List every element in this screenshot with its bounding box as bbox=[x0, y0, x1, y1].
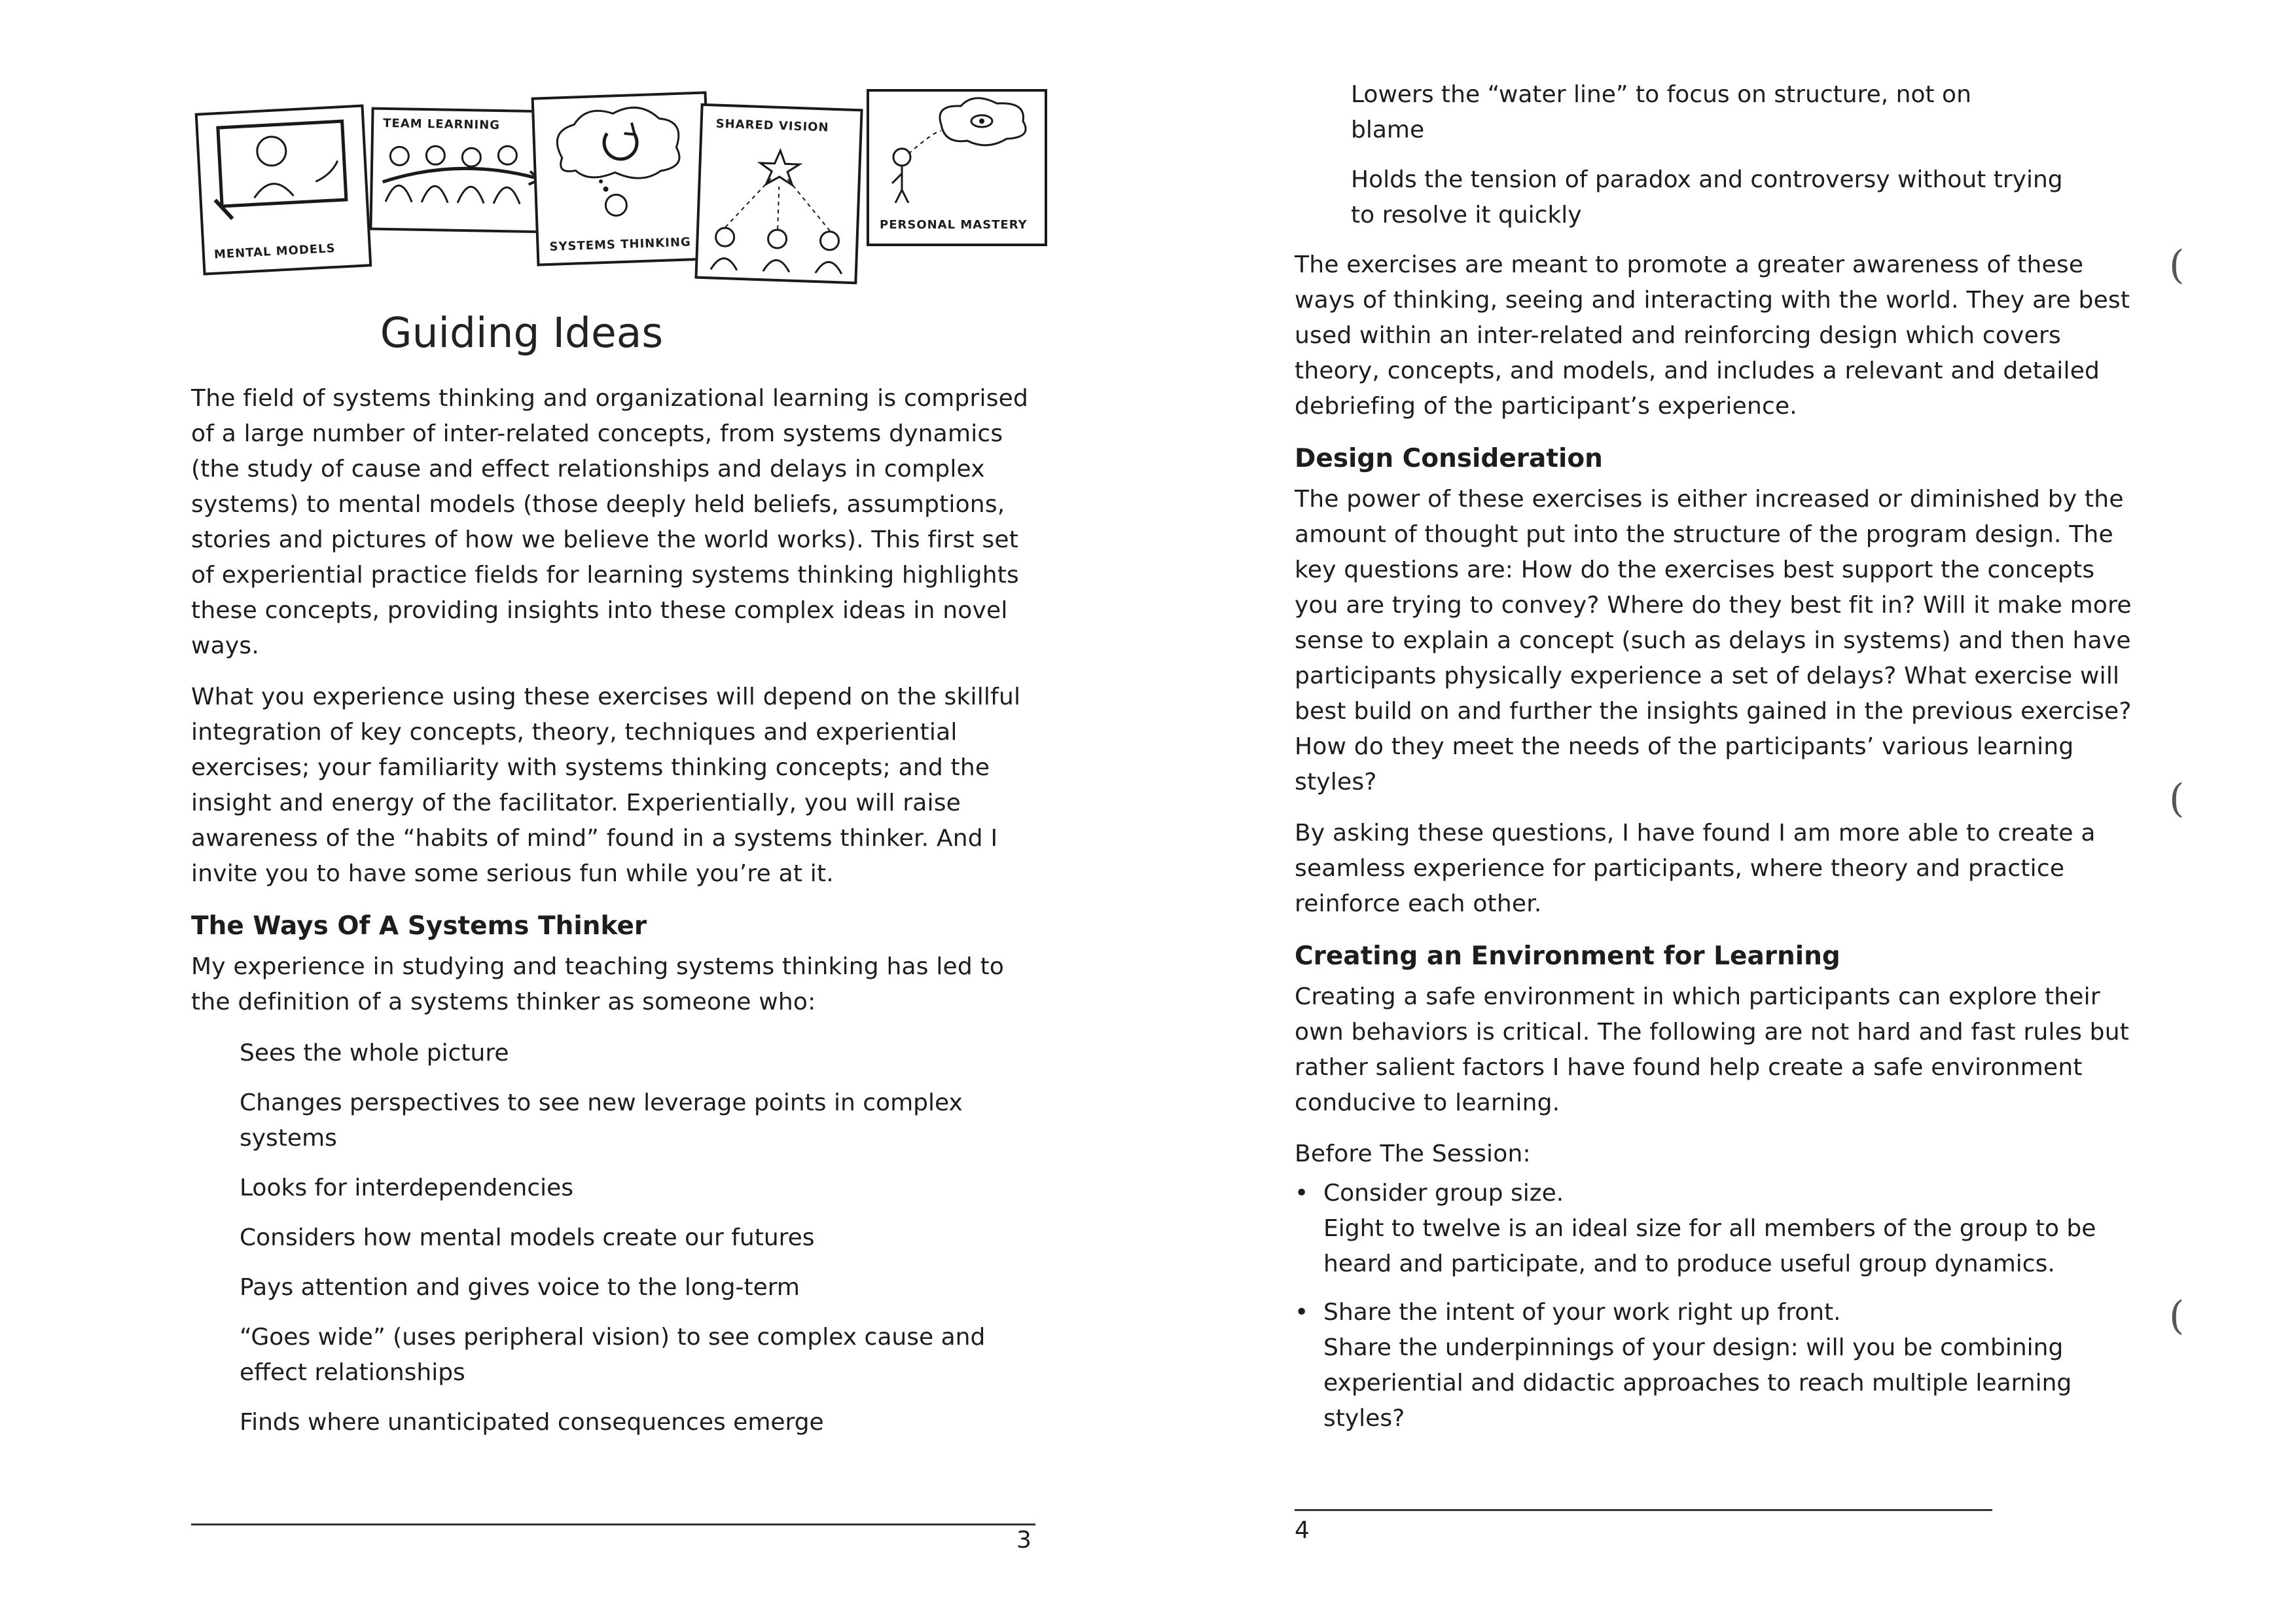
binding-mark: ( bbox=[2169, 242, 2185, 288]
systems-thinker-list bbox=[191, 1036, 1049, 1440]
section-heading-design: Design Consideration bbox=[1295, 444, 1603, 473]
mental-models-icon bbox=[198, 107, 368, 240]
panel-label-shared-vision: SHARED VISION bbox=[715, 117, 829, 135]
team-learning-icon bbox=[372, 130, 550, 231]
bullet-title: • Consider group size. bbox=[1323, 1180, 1564, 1207]
panel-shared-vision bbox=[694, 103, 863, 284]
list-item: Finds where unanticipated consequences emerge bbox=[240, 1409, 824, 1436]
before-session-bullets bbox=[1295, 1176, 2119, 1436]
systems-thinker-list-continued bbox=[1295, 77, 2063, 233]
list-item: Considers how mental models create our futures bbox=[240, 1224, 815, 1251]
section-heading-environment: Creating an Environment for Learning bbox=[1295, 941, 1840, 971]
panel-label-mental-models: MENTAL MODELS bbox=[213, 241, 336, 262]
left-column bbox=[191, 381, 1049, 1455]
exercises-paragraph: The exercises are meant to promote a greater awareness of these ways of thinking, seeing and interacting with the world. They are best used within an inter-related and reinforcing design which covers theory, concepts, and models, and includes a relevant and detailed debriefing of the participant’s experience. bbox=[1295, 251, 2130, 420]
list-item: “Goes wide” (uses peripheral vision) to see complex cause and effect relationships bbox=[240, 1324, 986, 1386]
list-item: Looks for interdependencies bbox=[240, 1175, 574, 1201]
list-item: Sees the whole picture bbox=[240, 1040, 509, 1067]
right-column bbox=[1295, 77, 2132, 1450]
list-item: Holds the tension of paradox and controversy without trying to resolve it quickly bbox=[1351, 166, 2063, 228]
experience-paragraph: What you experience using these exercises will depend on the skillful integration of key concepts, theory, techniques and experiential exercises; your familiarity with systems thinking concepts; and the insight and energy of the facilitator. Experientially, you will raise awareness of the “habits of mind” found in a systems thinker. And I invite you to have some serious fun while you’re at it. bbox=[191, 684, 1021, 887]
panel-mental-models bbox=[195, 104, 372, 275]
intro-paragraph: The field of systems thinking and organizational learning is comprised of a large number of inter-related concepts, from systems dynamics (the study of cause and effect relationships and delays in complex systems) to mental models (those deeply held beliefs, assumptions, stories and pictures of how we believe the world works). This first set of experiential practice fields for learning systems thinking highlights these concepts, providing insights into these complex ideas in novel ways. bbox=[191, 385, 1029, 659]
environment-paragraph: Creating a safe environment in which participants can explore their own behaviors is critical. The following are not hard and fast rules but rather salient factors I have found help create a safe environment conducive to learning. bbox=[1295, 983, 2130, 1116]
design-paragraph: The power of these exercises is either increased or diminished by the amount of thought put into the structure of the program design. The key questions are: How do the exercises best support the concepts you are trying to convey? Where do they best fit in? Will it make more sense to explain a concept (such as delays in systems) and then have participants physically experience a set of delays? What exercise will best build on and further the insights gained in the previous exercise? How do they meet the needs of the participants’ various learning styles? bbox=[1295, 486, 2132, 795]
bullet-title: • Share the intent of your work right up front. bbox=[1323, 1299, 1841, 1326]
systems-thinker-intro: My experience in studying and teaching systems thinking has led to the definition of a systems thinker as someone who: bbox=[191, 953, 1005, 1015]
bullet-item bbox=[1323, 1295, 2119, 1436]
bullet-body: Eight to twelve is an ideal size for all members of the group to be heard and participate, and to produce useful group dynamics. bbox=[1323, 1215, 2096, 1277]
before-session-label: Before The Session: bbox=[1295, 1140, 1531, 1167]
bullet-item bbox=[1323, 1176, 2119, 1282]
section-heading-systems-thinker: The Ways Of A Systems Thinker bbox=[191, 911, 647, 941]
page-number-left: 3 bbox=[1016, 1527, 1031, 1554]
shared-vision-icon bbox=[698, 135, 859, 278]
systems-thinking-icon bbox=[534, 94, 709, 231]
list-item: Lowers the “water line” to focus on structure, not on blame bbox=[1351, 81, 1971, 143]
panel-label-systems-thinking: SYSTEMS THINKING bbox=[549, 235, 692, 254]
footer-rule-left bbox=[191, 1523, 1035, 1525]
binding-mark: ( bbox=[2169, 776, 2185, 822]
disciplines-illustration bbox=[194, 89, 1051, 285]
panel-systems-thinking bbox=[531, 91, 713, 266]
page-title: Guiding Ideas bbox=[380, 309, 664, 357]
list-item: Changes perspectives to see new leverage points in complex systems bbox=[240, 1089, 963, 1152]
panel-personal-mastery bbox=[867, 89, 1047, 246]
footer-rule-right bbox=[1295, 1509, 1992, 1511]
panel-team-learning bbox=[369, 107, 553, 234]
page-number-right: 4 bbox=[1295, 1517, 1310, 1544]
binding-mark: ( bbox=[2169, 1293, 2185, 1339]
list-item: Pays attention and gives voice to the long-term bbox=[240, 1274, 800, 1301]
panel-label-personal-mastery: PERSONAL MASTERY bbox=[880, 218, 1028, 232]
right-page bbox=[1148, 0, 2296, 1623]
panel-label-team-learning: TEAM LEARNING bbox=[383, 116, 501, 133]
personal-mastery-icon bbox=[869, 92, 1045, 203]
bullet-body: Share the underpinnings of your design: will you be combining experiential and didactic approaches to reach multiple learning styles? bbox=[1323, 1334, 2072, 1432]
questions-paragraph: By asking these questions, I have found I am more able to create a seamless experience for participants, where theory and practice reinforce each other. bbox=[1295, 820, 2096, 917]
